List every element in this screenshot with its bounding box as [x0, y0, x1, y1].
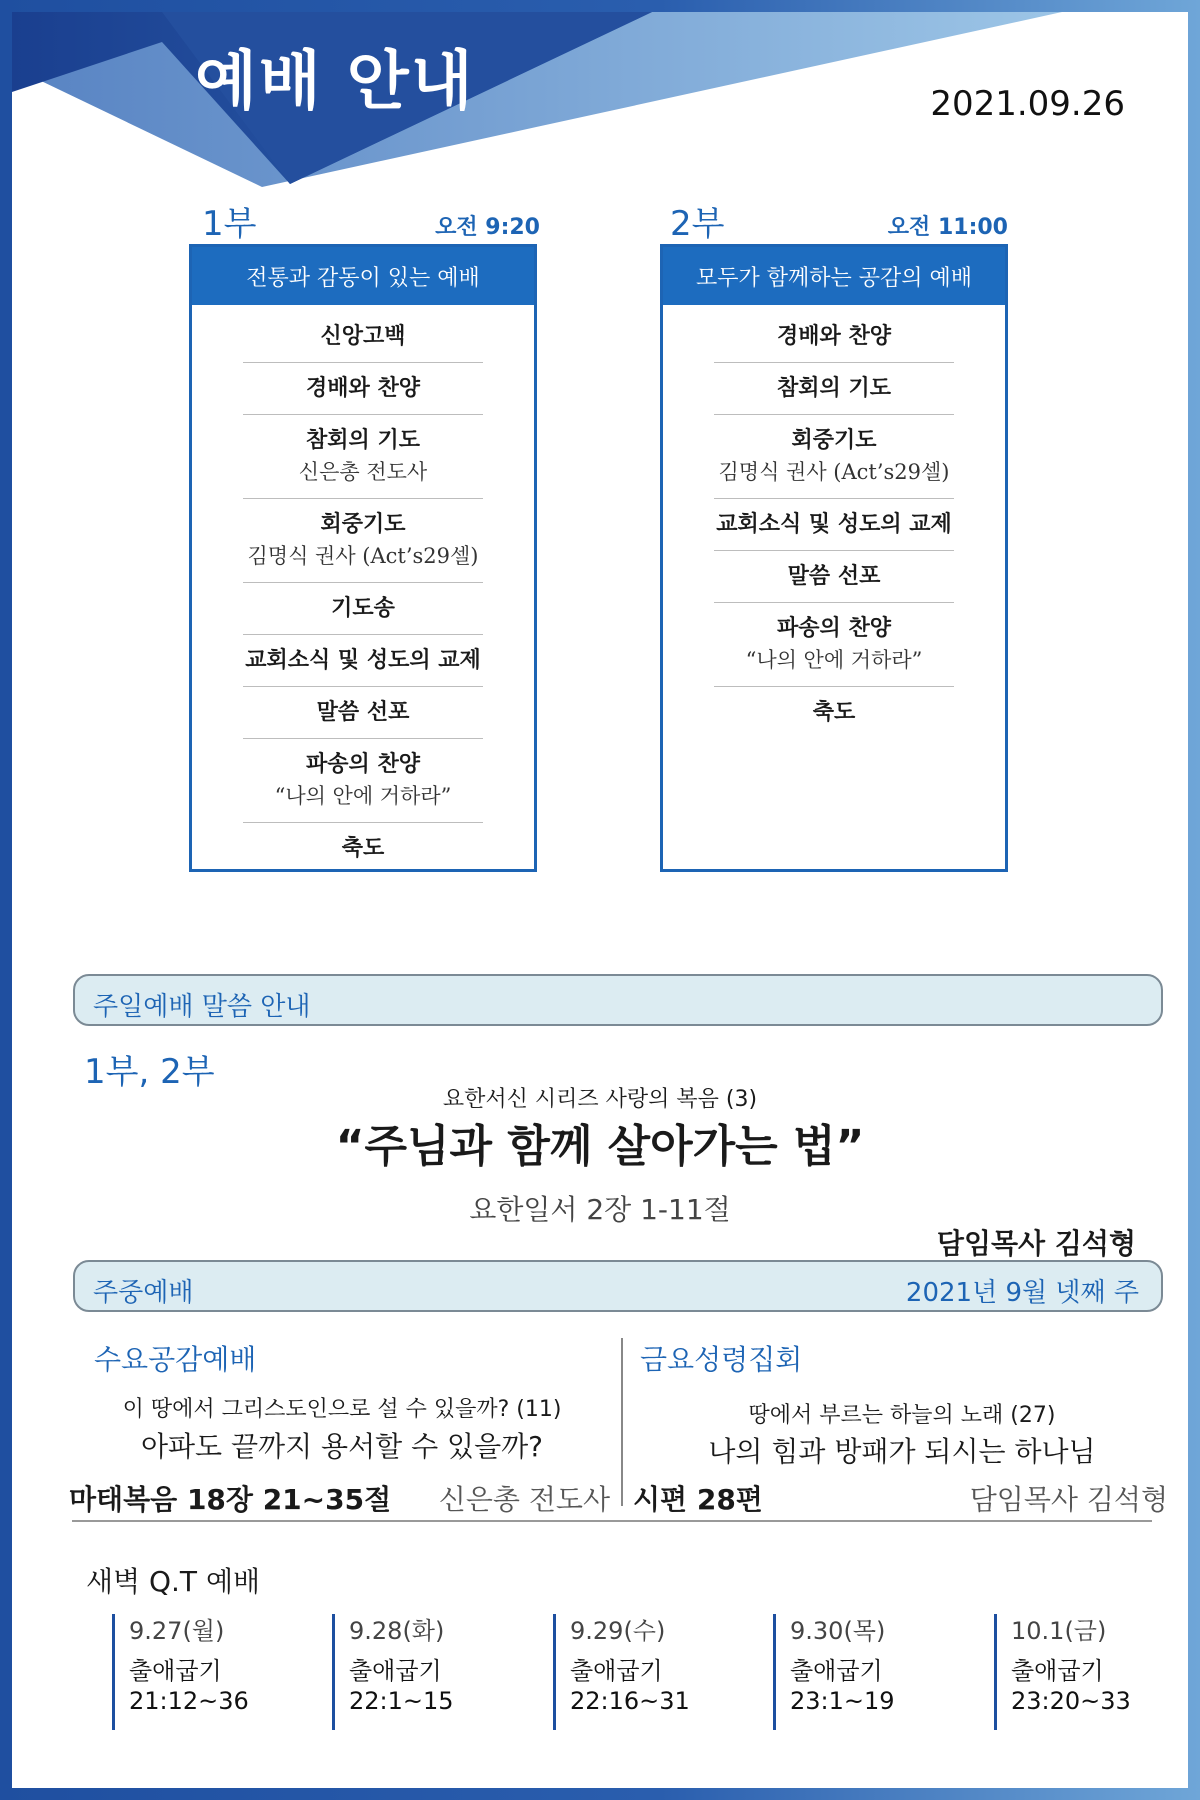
order-item: [714, 311, 954, 363]
order-item: [243, 583, 483, 635]
sermon-series: 요한서신 시리즈 사랑의 복음 (3): [442, 1087, 758, 1112]
midweek-week: 2021년 9월 넷째 주: [905, 1278, 1139, 1308]
friday-scripture: 시편 28편: [633, 1483, 763, 1516]
qt-day-verse: 21:12~36: [129, 1687, 249, 1715]
order-item: [243, 687, 483, 739]
qt-day-date: 9.30(목): [790, 1617, 886, 1645]
qt-day: [332, 1614, 522, 1730]
order-item: [714, 363, 954, 415]
order-item-detail: 김명식 권사 (Act’s29셀): [718, 460, 950, 484]
qt-day-book: 출애굽기: [129, 1657, 222, 1685]
order-item: [243, 823, 483, 874]
sunday-sermon-label: 주일예배 말씀 안내: [93, 992, 311, 1022]
service-2-time: 오전 11:00: [887, 215, 1008, 240]
order-item: [243, 499, 483, 583]
qt-day-book: 출애굽기: [1011, 1657, 1104, 1685]
order-item-name: 말씀 선포: [316, 699, 410, 725]
midweek-divider: [621, 1338, 623, 1506]
qt-title: 새벽 Q.T 예배: [86, 1565, 261, 1598]
bulletin-date: 2021.09.26: [930, 84, 1125, 124]
order-item: [714, 603, 954, 687]
service-1-header: [202, 205, 540, 245]
qt-day-verse: 22:16~31: [570, 1687, 690, 1715]
order-item: [714, 551, 954, 603]
wednesday-scripture: 마태복음 18장 21~35절: [69, 1483, 392, 1516]
page-content: [12, 12, 1188, 1788]
friday-title: 금요성령집회: [640, 1343, 803, 1376]
midweek-label: 주중예배: [93, 1278, 194, 1308]
order-item-name: 참회의 기도: [306, 427, 420, 453]
qt-day: [994, 1614, 1184, 1730]
order-item-detail: “나의 안에 거하라”: [745, 648, 923, 672]
order-item: [714, 415, 954, 499]
order-item-name: 교회소식 및 성도의 교제: [245, 647, 481, 673]
qt-day: [553, 1614, 743, 1730]
wednesday-series: 이 땅에서 그리스도인으로 설 수 있을까? (11): [122, 1397, 562, 1422]
order-item-name: 축도: [812, 699, 856, 725]
order-item: [243, 635, 483, 687]
friday-series: 땅에서 부르는 하늘의 노래 (27): [748, 1403, 1056, 1428]
order-item: [243, 311, 483, 363]
order-item-detail: “나의 안에 거하라”: [274, 784, 452, 808]
service-2-order-box: [660, 244, 1008, 872]
order-item-detail: 신은총 전도사: [298, 460, 428, 484]
sermon-parts: 1부, 2부: [84, 1052, 215, 1092]
service-2-header: [670, 205, 1008, 245]
order-item-name: 말씀 선포: [787, 563, 881, 589]
qt-day-date: 10.1(금): [1011, 1617, 1107, 1645]
qt-day-book: 출애굽기: [790, 1657, 883, 1685]
friday-leader: 담임목사 김석형: [969, 1483, 1168, 1516]
qt-day-verse: 22:1~15: [349, 1687, 454, 1715]
friday-sermon: 나의 힘과 방패가 되시는 하나님: [708, 1435, 1096, 1468]
service-1-time: 오전 9:20: [435, 215, 540, 240]
order-item: [714, 499, 954, 551]
service-1-part: 1부: [202, 204, 257, 244]
service-1-order-list: [243, 305, 483, 874]
sermon-scripture: 요한일서 2장 1-11절: [469, 1193, 731, 1226]
order-item-name: 참회의 기도: [777, 375, 891, 401]
service-2-part: 2부: [670, 204, 725, 244]
order-item-name: 파송의 찬양: [306, 751, 420, 777]
sermon-pastor: 담임목사 김석형: [936, 1227, 1136, 1260]
order-item: [243, 739, 483, 823]
qt-day-date: 9.29(수): [570, 1617, 666, 1645]
service-1-order-box: [189, 244, 537, 872]
order-item-detail: 김명식 권사 (Act’s29셀): [247, 544, 479, 568]
order-item-name: 신앙고백: [320, 323, 406, 349]
service-2-subtitle: 모두가 함께하는 공감의 예배: [663, 247, 1005, 305]
order-item-name: 기도송: [331, 595, 395, 621]
order-item-name: 파송의 찬양: [777, 615, 891, 641]
wednesday-title: 수요공감예배: [94, 1343, 257, 1376]
qt-day-verse: 23:20~33: [1011, 1687, 1131, 1715]
order-item-name: 교회소식 및 성도의 교제: [716, 511, 952, 537]
order-item-name: 회중기도: [791, 427, 877, 453]
service-1-subtitle: 전통과 감동이 있는 예배: [192, 247, 534, 305]
qt-day: [773, 1614, 963, 1730]
order-item: [243, 363, 483, 415]
wednesday-leader: 신은총 전도사: [438, 1483, 610, 1516]
qt-day-verse: 23:1~19: [790, 1687, 895, 1715]
sermon-title: “주님과 함께 살아가는 법”: [335, 1121, 865, 1172]
order-item-name: 축도: [341, 835, 385, 861]
qt-day-date: 9.27(월): [129, 1617, 225, 1645]
qt-day-date: 9.28(화): [349, 1617, 445, 1645]
section-divider: [72, 1520, 1152, 1522]
qt-day: [112, 1614, 302, 1730]
qt-day-book: 출애굽기: [570, 1657, 663, 1685]
qt-day-book: 출애굽기: [349, 1657, 442, 1685]
sunday-sermon-section: [73, 974, 1163, 1026]
order-item: [243, 415, 483, 499]
page-title: 예배 안내: [195, 45, 475, 119]
order-item-name: 경배와 찬양: [306, 375, 420, 401]
wednesday-sermon: 아파도 끝까지 용서할 수 있을까?: [140, 1430, 544, 1463]
midweek-section: [73, 1260, 1163, 1312]
order-item-name: 경배와 찬양: [777, 323, 891, 349]
order-item: [714, 687, 954, 738]
order-item-name: 회중기도: [320, 511, 406, 537]
service-2-order-list: [714, 305, 954, 738]
